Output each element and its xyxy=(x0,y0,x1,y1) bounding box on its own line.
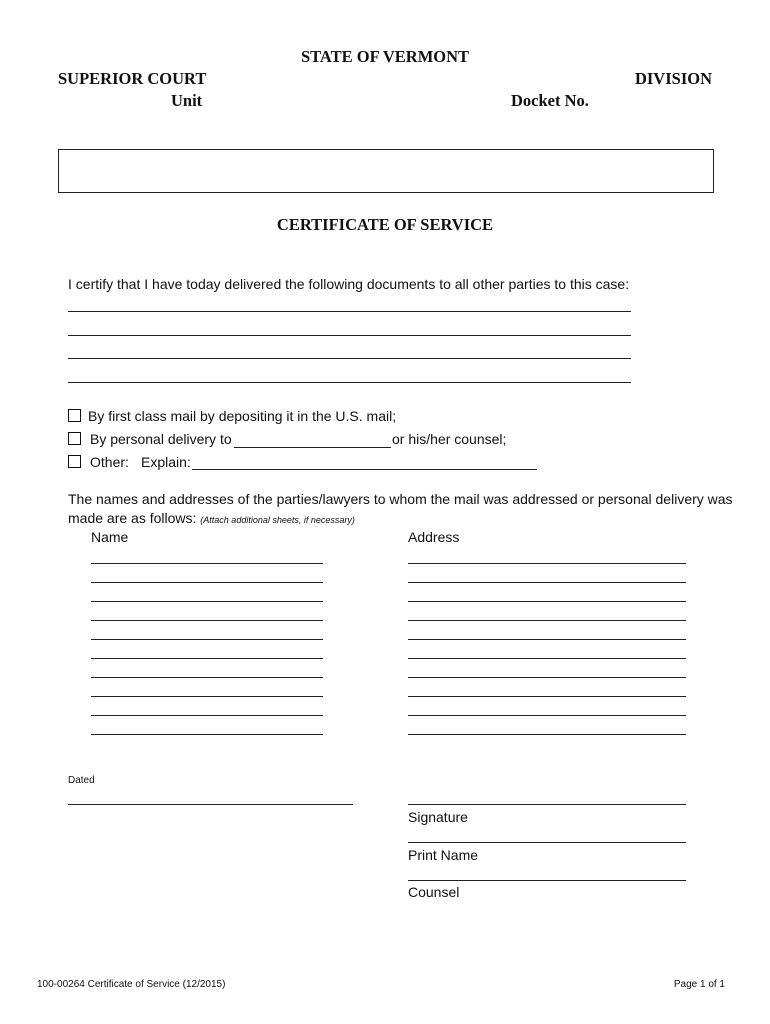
names-addresses-text: The names and addresses of the parties/lawyers to whom the mail was addressed or personal delivery was xyxy=(68,491,733,507)
name-line[interactable] xyxy=(91,658,323,659)
personal-delivery-checkbox[interactable] xyxy=(68,432,81,445)
documents-line-1[interactable] xyxy=(68,311,631,312)
address-line[interactable] xyxy=(408,639,686,640)
address-line[interactable] xyxy=(408,620,686,621)
address-line[interactable] xyxy=(408,696,686,697)
address-line[interactable] xyxy=(408,658,686,659)
address-line[interactable] xyxy=(408,715,686,716)
name-line[interactable] xyxy=(91,696,323,697)
name-line[interactable] xyxy=(91,639,323,640)
other-checkbox[interactable] xyxy=(68,455,81,468)
signature-line[interactable] xyxy=(408,804,686,805)
address-line[interactable] xyxy=(408,734,686,735)
certify-statement: I certify that I have today delivered the following documents to all other parties to this case: xyxy=(68,276,630,292)
personal-delivery-suffix: or his/her counsel; xyxy=(392,431,507,447)
name-line[interactable] xyxy=(91,601,323,602)
attach-note: (Attach additional sheets, if necessary) xyxy=(200,515,355,525)
name-line[interactable] xyxy=(91,563,323,564)
names-addresses-text-cont xyxy=(68,510,355,526)
names-addresses-text-2: made are as follows: xyxy=(68,510,197,526)
explain-label: Explain: xyxy=(141,454,191,470)
dated-line[interactable] xyxy=(68,804,353,805)
personal-delivery-name-line[interactable] xyxy=(234,447,391,448)
name-line[interactable] xyxy=(91,582,323,583)
counsel-line[interactable] xyxy=(408,880,686,881)
page-number: Page 1 of 1 xyxy=(673,979,725,990)
other-label: Other: xyxy=(90,454,129,470)
certificate-title: CERTIFICATE OF SERVICE xyxy=(276,215,494,234)
name-line[interactable] xyxy=(91,715,323,716)
address-line[interactable] xyxy=(408,601,686,602)
address-line[interactable] xyxy=(408,563,686,564)
explain-line[interactable] xyxy=(192,469,537,470)
documents-line-4[interactable] xyxy=(68,382,631,383)
name-line[interactable] xyxy=(91,620,323,621)
documents-line-2[interactable] xyxy=(68,335,631,336)
dated-label: Dated xyxy=(68,775,95,786)
state-title: STATE OF VERMONT xyxy=(300,47,470,66)
address-line[interactable] xyxy=(408,677,686,678)
address-line[interactable] xyxy=(408,582,686,583)
print-name-line[interactable] xyxy=(408,842,686,843)
name-column-header: Name xyxy=(91,529,129,545)
case-caption-field[interactable] xyxy=(58,149,714,193)
mail-checkbox[interactable] xyxy=(68,409,81,422)
print-name-label: Print Name xyxy=(408,847,479,863)
court-label: SUPERIOR COURT xyxy=(58,69,207,88)
mail-option-label: By first class mail by depositing it in the U.S. mail; xyxy=(88,408,397,424)
docket-label: Docket No. xyxy=(511,91,589,110)
name-line[interactable] xyxy=(91,677,323,678)
division-label: DIVISION xyxy=(634,69,712,88)
form-id: 100-00264 Certificate of Service (12/2015) xyxy=(37,979,226,990)
documents-line-3[interactable] xyxy=(68,358,631,359)
signature-label: Signature xyxy=(408,809,468,825)
personal-delivery-label: By personal delivery to xyxy=(90,431,232,447)
name-line[interactable] xyxy=(91,734,323,735)
address-column-header: Address xyxy=(408,529,460,545)
unit-label: Unit xyxy=(171,91,203,110)
counsel-label: Counsel xyxy=(408,884,460,900)
